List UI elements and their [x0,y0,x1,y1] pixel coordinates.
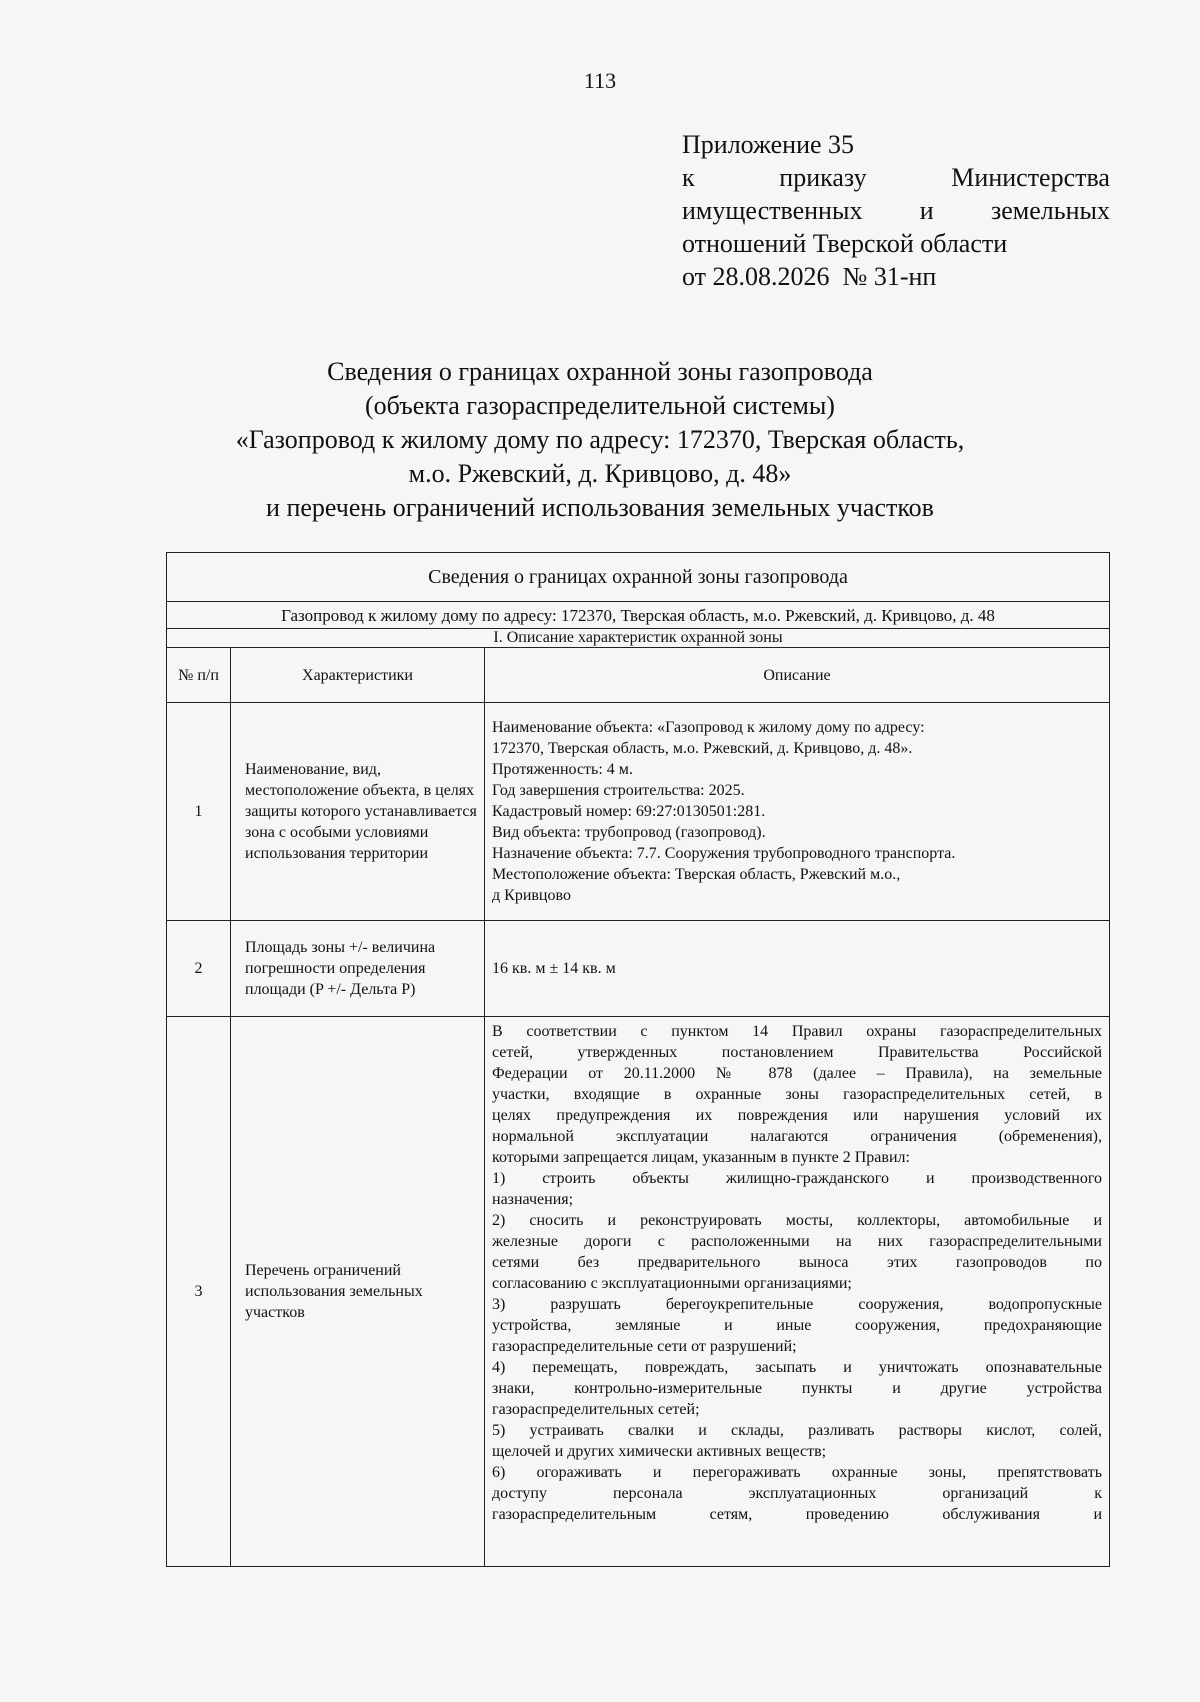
description-line: Назначение объекта: 7.7. Сооружения трубопроводного транспорта. [492,845,956,862]
row-description: 16 кв. м ± 14 кв. м [485,921,1110,1017]
description-line: участки, входящие в охранные зоны газораспределительных сетей, в [492,1086,1102,1103]
description-line: газораспределительные сети от разрушений; [492,1338,797,1355]
page-number: 113 [583,68,617,93]
title-line-4: м.о. Ржевский, д. Кривцово, д. 48» [408,459,792,488]
title-line-1: Сведения о границах охранной зоны газопровода [327,357,873,386]
description-line: 1) строить объекты жилищно-гражданского и производственного [492,1170,1102,1187]
description-line: д Кривцово [492,887,571,904]
description-line: согласованию с эксплуатационными организациями; [492,1275,852,1292]
row-description [485,703,1110,921]
description-line: газораспределительным сетям, проведению обслуживания и [492,1506,1102,1523]
description-line: Федерации от 20.11.2000 № 878 (далее – Правила), на земельные [492,1065,1102,1082]
description-line: знаки, контрольно-измерительные пункты и другие устройства [492,1380,1102,1397]
row-characteristic: Наименование, вид, местоположение объекта, в целях защиты которого устанавливается зона с особыми условиями использования территории [231,703,485,921]
description-line: нормальной эксплуатации налагаются ограничения (обременения), [492,1128,1102,1145]
description-line: устройства, земляные и иные сооружения, предохраняющие [492,1317,1102,1334]
column-header-number: № п/п [167,648,231,703]
appendix-line-2 [682,194,1110,227]
table-section-title: I. Описание характеристик охранной зоны [167,629,1110,648]
column-header-description: Описание [485,648,1110,703]
description-line: которыми запрещается лицам, указанным в пункте 2 Правил: [492,1149,910,1166]
appendix-word: имущественных [682,196,863,225]
description-line: 3) разрушать берегоукрепительные сооружения, водопропускные [492,1296,1102,1313]
description-line: Вид объекта: трубопровод (газопровод). [492,824,766,841]
description-line: сетей, утвержденных постановлением Правительства Российской [492,1044,1102,1061]
appendix-header [682,128,1110,293]
appendix-word: земельных [990,196,1110,225]
description-line: Кадастровый номер: 69:27:0130501:281. [492,803,766,820]
description-line: 5) устраивать свалки и склады, разливать растворы кислот, солей, [492,1422,1102,1439]
description-line: 2) сносить и реконструировать мосты, коллекторы, автомобильные и [492,1212,1102,1229]
column-header-characteristics: Характеристики [231,648,485,703]
description-line: 6) огораживать и перегораживать охранные зоны, препятствовать [492,1464,1102,1481]
title-line-2: (объекта газораспределительной системы) [365,391,835,420]
appendix-title: Приложение 35 [682,130,855,159]
description-line: В соответствии с пунктом 14 Правил охраны газораспределительных [492,1023,1102,1040]
document-title [0,355,1200,525]
row-number: 1 [167,703,231,921]
description-line: Год завершения строительства: 2025. [492,782,745,799]
row-number: 2 [167,921,231,1017]
description-line: газораспределительных сетей; [492,1401,700,1418]
appendix-order-date: от 28.08.2026 № 31-нп [682,262,937,291]
row-characteristic: Площадь зоны +/- величина погрешности определения площади (P +/- Дельта P) [231,921,485,1017]
table-header-main: Сведения о границах охранной зоны газопровода [167,553,1110,602]
table-header-object: Газопровод к жилому дому по адресу: 172370, Тверская область, м.о. Ржевский, д. Кривцово, д. 48 [167,602,1110,629]
description-line: железные дороги с расположенными на них газораспределительными [492,1233,1102,1250]
description-line: доступу персонала эксплуатационных организаций к [492,1485,1102,1502]
description-line: Наименование объекта: «Газопровод к жилому дому по адресу: [492,719,925,736]
title-line-3: «Газопровод к жилому дому по адресу: 172370, Тверская область, [235,425,965,454]
title-line-5: и перечень ограничений использования земельных участков [266,493,934,522]
description-line: 172370, Тверская область, м.о. Ржевский, д. Кривцово, д. 48». [492,740,913,757]
appendix-line-1 [682,161,1110,194]
appendix-word: Министерства [951,163,1110,192]
description-line: щелочей и других химически активных веществ; [492,1443,827,1460]
description-line: Протяженность: 4 м. [492,761,633,778]
description-line: назначения; [492,1191,574,1208]
table-row [167,1017,1110,1567]
appendix-word: к [682,163,695,192]
table-row [167,703,1110,921]
description-line: Местоположение объекта: Тверская область, Ржевский м.о., [492,866,901,883]
row-characteristic: Перечень ограничений использования земельных участков [231,1017,485,1567]
appendix-line-3: отношений Тверской области [682,229,1008,258]
appendix-word: и [919,196,934,225]
table-row [167,921,1110,1017]
description-line: целях предупреждения их повреждения или нарушения условий их [492,1107,1102,1124]
description-line: 4) перемещать, повреждать, засыпать и уничтожать опознавательные [492,1359,1102,1376]
appendix-word: приказу [779,163,867,192]
row-description [485,1017,1110,1567]
zone-table [166,552,1110,1567]
description-line: сетями без предварительного выноса этих газопроводов по [492,1254,1102,1271]
row-number: 3 [167,1017,231,1567]
